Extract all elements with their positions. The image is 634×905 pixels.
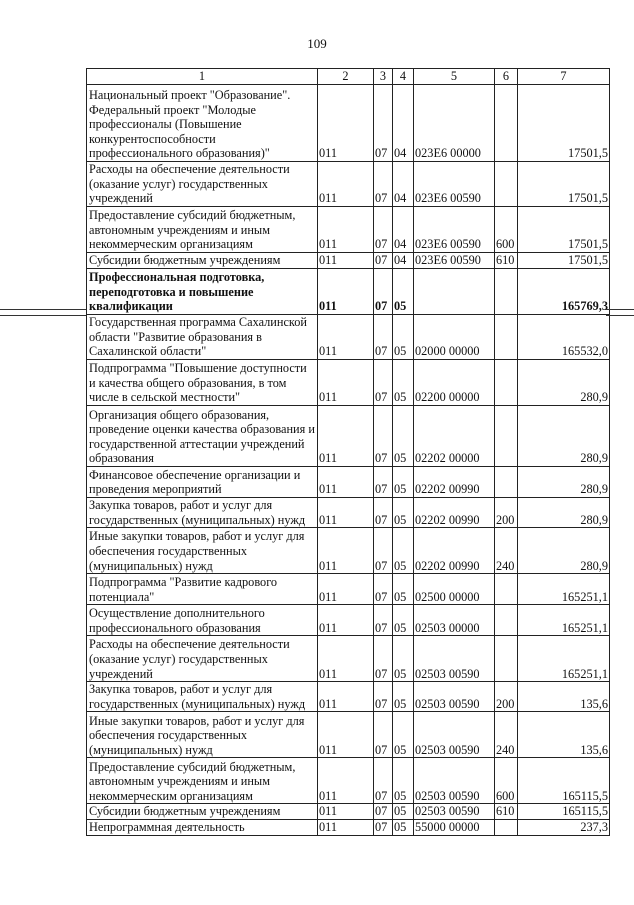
- target-article-code: 02503 00590: [414, 636, 495, 682]
- section-code: 07: [374, 253, 393, 269]
- expense-type-code: [495, 819, 518, 835]
- grbs-code: 011: [318, 498, 374, 528]
- target-article-code: 02202 00990: [414, 528, 495, 574]
- target-article-code: [414, 269, 495, 315]
- section-code: 07: [374, 819, 393, 835]
- amount: 165251,1: [518, 636, 610, 682]
- grbs-code: 011: [318, 207, 374, 253]
- table-row: [87, 207, 610, 253]
- section-code: 07: [374, 804, 393, 820]
- table-row: [87, 574, 610, 605]
- column-header: 7: [518, 69, 610, 85]
- grbs-code: 011: [318, 253, 374, 269]
- grbs-code: 011: [318, 528, 374, 574]
- amount: 280,9: [518, 498, 610, 528]
- table-row: [87, 269, 610, 315]
- expense-type-code: [495, 269, 518, 315]
- subsection-code: 05: [393, 528, 414, 574]
- expense-type-code: [495, 605, 518, 636]
- section-code: 07: [374, 682, 393, 712]
- subsection-code: 05: [393, 498, 414, 528]
- section-code: 07: [374, 574, 393, 605]
- section-code: 07: [374, 207, 393, 253]
- target-article-code: 02202 00990: [414, 467, 495, 498]
- amount: 165115,5: [518, 804, 610, 820]
- column-header: 4: [393, 69, 414, 85]
- grbs-code: 011: [318, 574, 374, 605]
- expense-type-code: [495, 636, 518, 682]
- table-row: [87, 712, 610, 758]
- subsection-code: 04: [393, 85, 414, 162]
- strike-line-right-2: [606, 309, 634, 310]
- amount: 135,6: [518, 682, 610, 712]
- expense-type-code: [495, 315, 518, 360]
- expense-type-code: 610: [495, 253, 518, 269]
- table-header-row: [87, 69, 610, 85]
- section-code: 07: [374, 360, 393, 406]
- amount: 135,6: [518, 712, 610, 758]
- grbs-code: 011: [318, 162, 374, 207]
- row-name: Закупка товаров, работ и услуг для государственных (муниципальных) нужд: [87, 682, 318, 712]
- expense-type-code: 200: [495, 682, 518, 712]
- section-code: 07: [374, 467, 393, 498]
- section-code: 07: [374, 162, 393, 207]
- subsection-code: 04: [393, 253, 414, 269]
- subsection-code: 05: [393, 605, 414, 636]
- row-name: Закупка товаров, работ и услуг для государственных (муниципальных) нужд: [87, 498, 318, 528]
- subsection-code: 05: [393, 574, 414, 605]
- expense-type-code: 200: [495, 498, 518, 528]
- row-name: Профессиональная подготовка, переподготовка и повышение квалификации: [87, 269, 318, 315]
- grbs-code: 011: [318, 636, 374, 682]
- expense-type-code: [495, 574, 518, 605]
- amount: 165532,0: [518, 315, 610, 360]
- section-code: 07: [374, 758, 393, 804]
- section-code: 07: [374, 269, 393, 315]
- row-name: Субсидии бюджетным учреждениям: [87, 253, 318, 269]
- subsection-code: 05: [393, 636, 414, 682]
- section-code: 07: [374, 636, 393, 682]
- row-name: Подпрограмма "Развитие кадрового потенциала": [87, 574, 318, 605]
- table-row: [87, 758, 610, 804]
- grbs-code: 011: [318, 758, 374, 804]
- target-article-code: 02202 00000: [414, 406, 495, 467]
- expense-type-code: 600: [495, 207, 518, 253]
- table-row: [87, 682, 610, 712]
- table-row: [87, 315, 610, 360]
- row-name: Расходы на обеспечение деятельности (оказание услуг) государственных учреждений: [87, 636, 318, 682]
- table-row: [87, 498, 610, 528]
- row-name: Иные закупки товаров, работ и услуг для обеспечения государственных (муниципальных) нужд: [87, 712, 318, 758]
- table-row: [87, 467, 610, 498]
- grbs-code: 011: [318, 269, 374, 315]
- grbs-code: 011: [318, 804, 374, 820]
- subsection-code: 05: [393, 804, 414, 820]
- target-article-code: 02503 00590: [414, 712, 495, 758]
- column-header: 1: [87, 69, 318, 85]
- grbs-code: 011: [318, 712, 374, 758]
- target-article-code: 023E6 00590: [414, 253, 495, 269]
- subsection-code: 04: [393, 162, 414, 207]
- row-name: Финансовое обеспечение организации и проведения мероприятий: [87, 467, 318, 498]
- expense-type-code: 610: [495, 804, 518, 820]
- target-article-code: 023E6 00590: [414, 162, 495, 207]
- amount: 165251,1: [518, 574, 610, 605]
- amount: 280,9: [518, 528, 610, 574]
- amount: 280,9: [518, 406, 610, 467]
- budget-table: [86, 68, 610, 836]
- row-name: Государственная программа Сахалинской области "Развитие образования в Сахалинской области": [87, 315, 318, 360]
- amount: 165251,1: [518, 605, 610, 636]
- column-header: 6: [495, 69, 518, 85]
- table-row: [87, 804, 610, 820]
- amount: 237,3: [518, 819, 610, 835]
- expense-type-code: [495, 360, 518, 406]
- subsection-code: 05: [393, 269, 414, 315]
- expense-type-code: [495, 406, 518, 467]
- grbs-code: 011: [318, 467, 374, 498]
- subsection-code: 05: [393, 758, 414, 804]
- table-row: [87, 162, 610, 207]
- section-code: 07: [374, 498, 393, 528]
- section-code: 07: [374, 605, 393, 636]
- subsection-code: 05: [393, 819, 414, 835]
- target-article-code: 02503 00590: [414, 682, 495, 712]
- strike-line-left-2: [0, 309, 86, 310]
- subsection-code: 05: [393, 360, 414, 406]
- row-name: Осуществление дополнительного профессионального образования: [87, 605, 318, 636]
- strike-line-right: [606, 315, 634, 316]
- target-article-code: 02202 00990: [414, 498, 495, 528]
- section-code: 07: [374, 406, 393, 467]
- table-row: [87, 253, 610, 269]
- subsection-code: 05: [393, 315, 414, 360]
- expense-type-code: [495, 85, 518, 162]
- amount: 17501,5: [518, 207, 610, 253]
- subsection-code: 05: [393, 467, 414, 498]
- target-article-code: 02503 00590: [414, 758, 495, 804]
- section-code: 07: [374, 85, 393, 162]
- amount: 165769,3: [518, 269, 610, 315]
- table-row: [87, 406, 610, 467]
- row-name: Подпрограмма "Повышение доступности и качества общего образования, в том числе в сельской местности": [87, 360, 318, 406]
- page-number: 109: [307, 36, 327, 51]
- subsection-code: 05: [393, 712, 414, 758]
- section-code: 07: [374, 712, 393, 758]
- table-row: [87, 636, 610, 682]
- subsection-code: 05: [393, 406, 414, 467]
- row-name: Предоставление субсидий бюджетным, автономным учреждениям и иным некоммерческим организациям: [87, 207, 318, 253]
- row-name: Расходы на обеспечение деятельности (оказание услуг) государственных учреждений: [87, 162, 318, 207]
- column-header: 3: [374, 69, 393, 85]
- section-code: 07: [374, 528, 393, 574]
- subsection-code: 04: [393, 207, 414, 253]
- target-article-code: 02500 00000: [414, 574, 495, 605]
- target-article-code: 02200 00000: [414, 360, 495, 406]
- table-row: [87, 819, 610, 835]
- strike-line-left: [0, 315, 86, 316]
- row-name: Субсидии бюджетным учреждениям: [87, 804, 318, 820]
- amount: 17501,5: [518, 253, 610, 269]
- grbs-code: 011: [318, 360, 374, 406]
- section-code: 07: [374, 315, 393, 360]
- row-name: Организация общего образования, проведение оценки качества образования и государственной аттестации учреждений образования: [87, 406, 318, 467]
- target-article-code: 02000 00000: [414, 315, 495, 360]
- table-row: [87, 605, 610, 636]
- expense-type-code: [495, 162, 518, 207]
- column-header: 5: [414, 69, 495, 85]
- amount: 17501,5: [518, 85, 610, 162]
- grbs-code: 011: [318, 605, 374, 636]
- column-header: 2: [318, 69, 374, 85]
- target-article-code: 02503 00590: [414, 804, 495, 820]
- row-name: Национальный проект "Образование". Федеральный проект "Молодые профессионалы (Повышение конкурентоспособности профессионального образования)": [87, 85, 318, 162]
- subsection-code: 05: [393, 682, 414, 712]
- amount: 280,9: [518, 467, 610, 498]
- expense-type-code: [495, 467, 518, 498]
- amount: 17501,5: [518, 162, 610, 207]
- grbs-code: 011: [318, 85, 374, 162]
- target-article-code: 55000 00000: [414, 819, 495, 835]
- grbs-code: 011: [318, 682, 374, 712]
- row-name: Предоставление субсидий бюджетным, автономным учреждениям и иным некоммерческим организациям: [87, 758, 318, 804]
- expense-type-code: 240: [495, 528, 518, 574]
- table-row: [87, 528, 610, 574]
- expense-type-code: 240: [495, 712, 518, 758]
- table-row: [87, 85, 610, 162]
- grbs-code: 011: [318, 315, 374, 360]
- amount: 280,9: [518, 360, 610, 406]
- target-article-code: 023E6 00000: [414, 85, 495, 162]
- target-article-code: 02503 00000: [414, 605, 495, 636]
- amount: 165115,5: [518, 758, 610, 804]
- grbs-code: 011: [318, 406, 374, 467]
- row-name: Непрограммная деятельность: [87, 819, 318, 835]
- row-name: Иные закупки товаров, работ и услуг для обеспечения государственных (муниципальных) нужд: [87, 528, 318, 574]
- grbs-code: 011: [318, 819, 374, 835]
- target-article-code: 023E6 00590: [414, 207, 495, 253]
- table-row: [87, 360, 610, 406]
- expense-type-code: 600: [495, 758, 518, 804]
